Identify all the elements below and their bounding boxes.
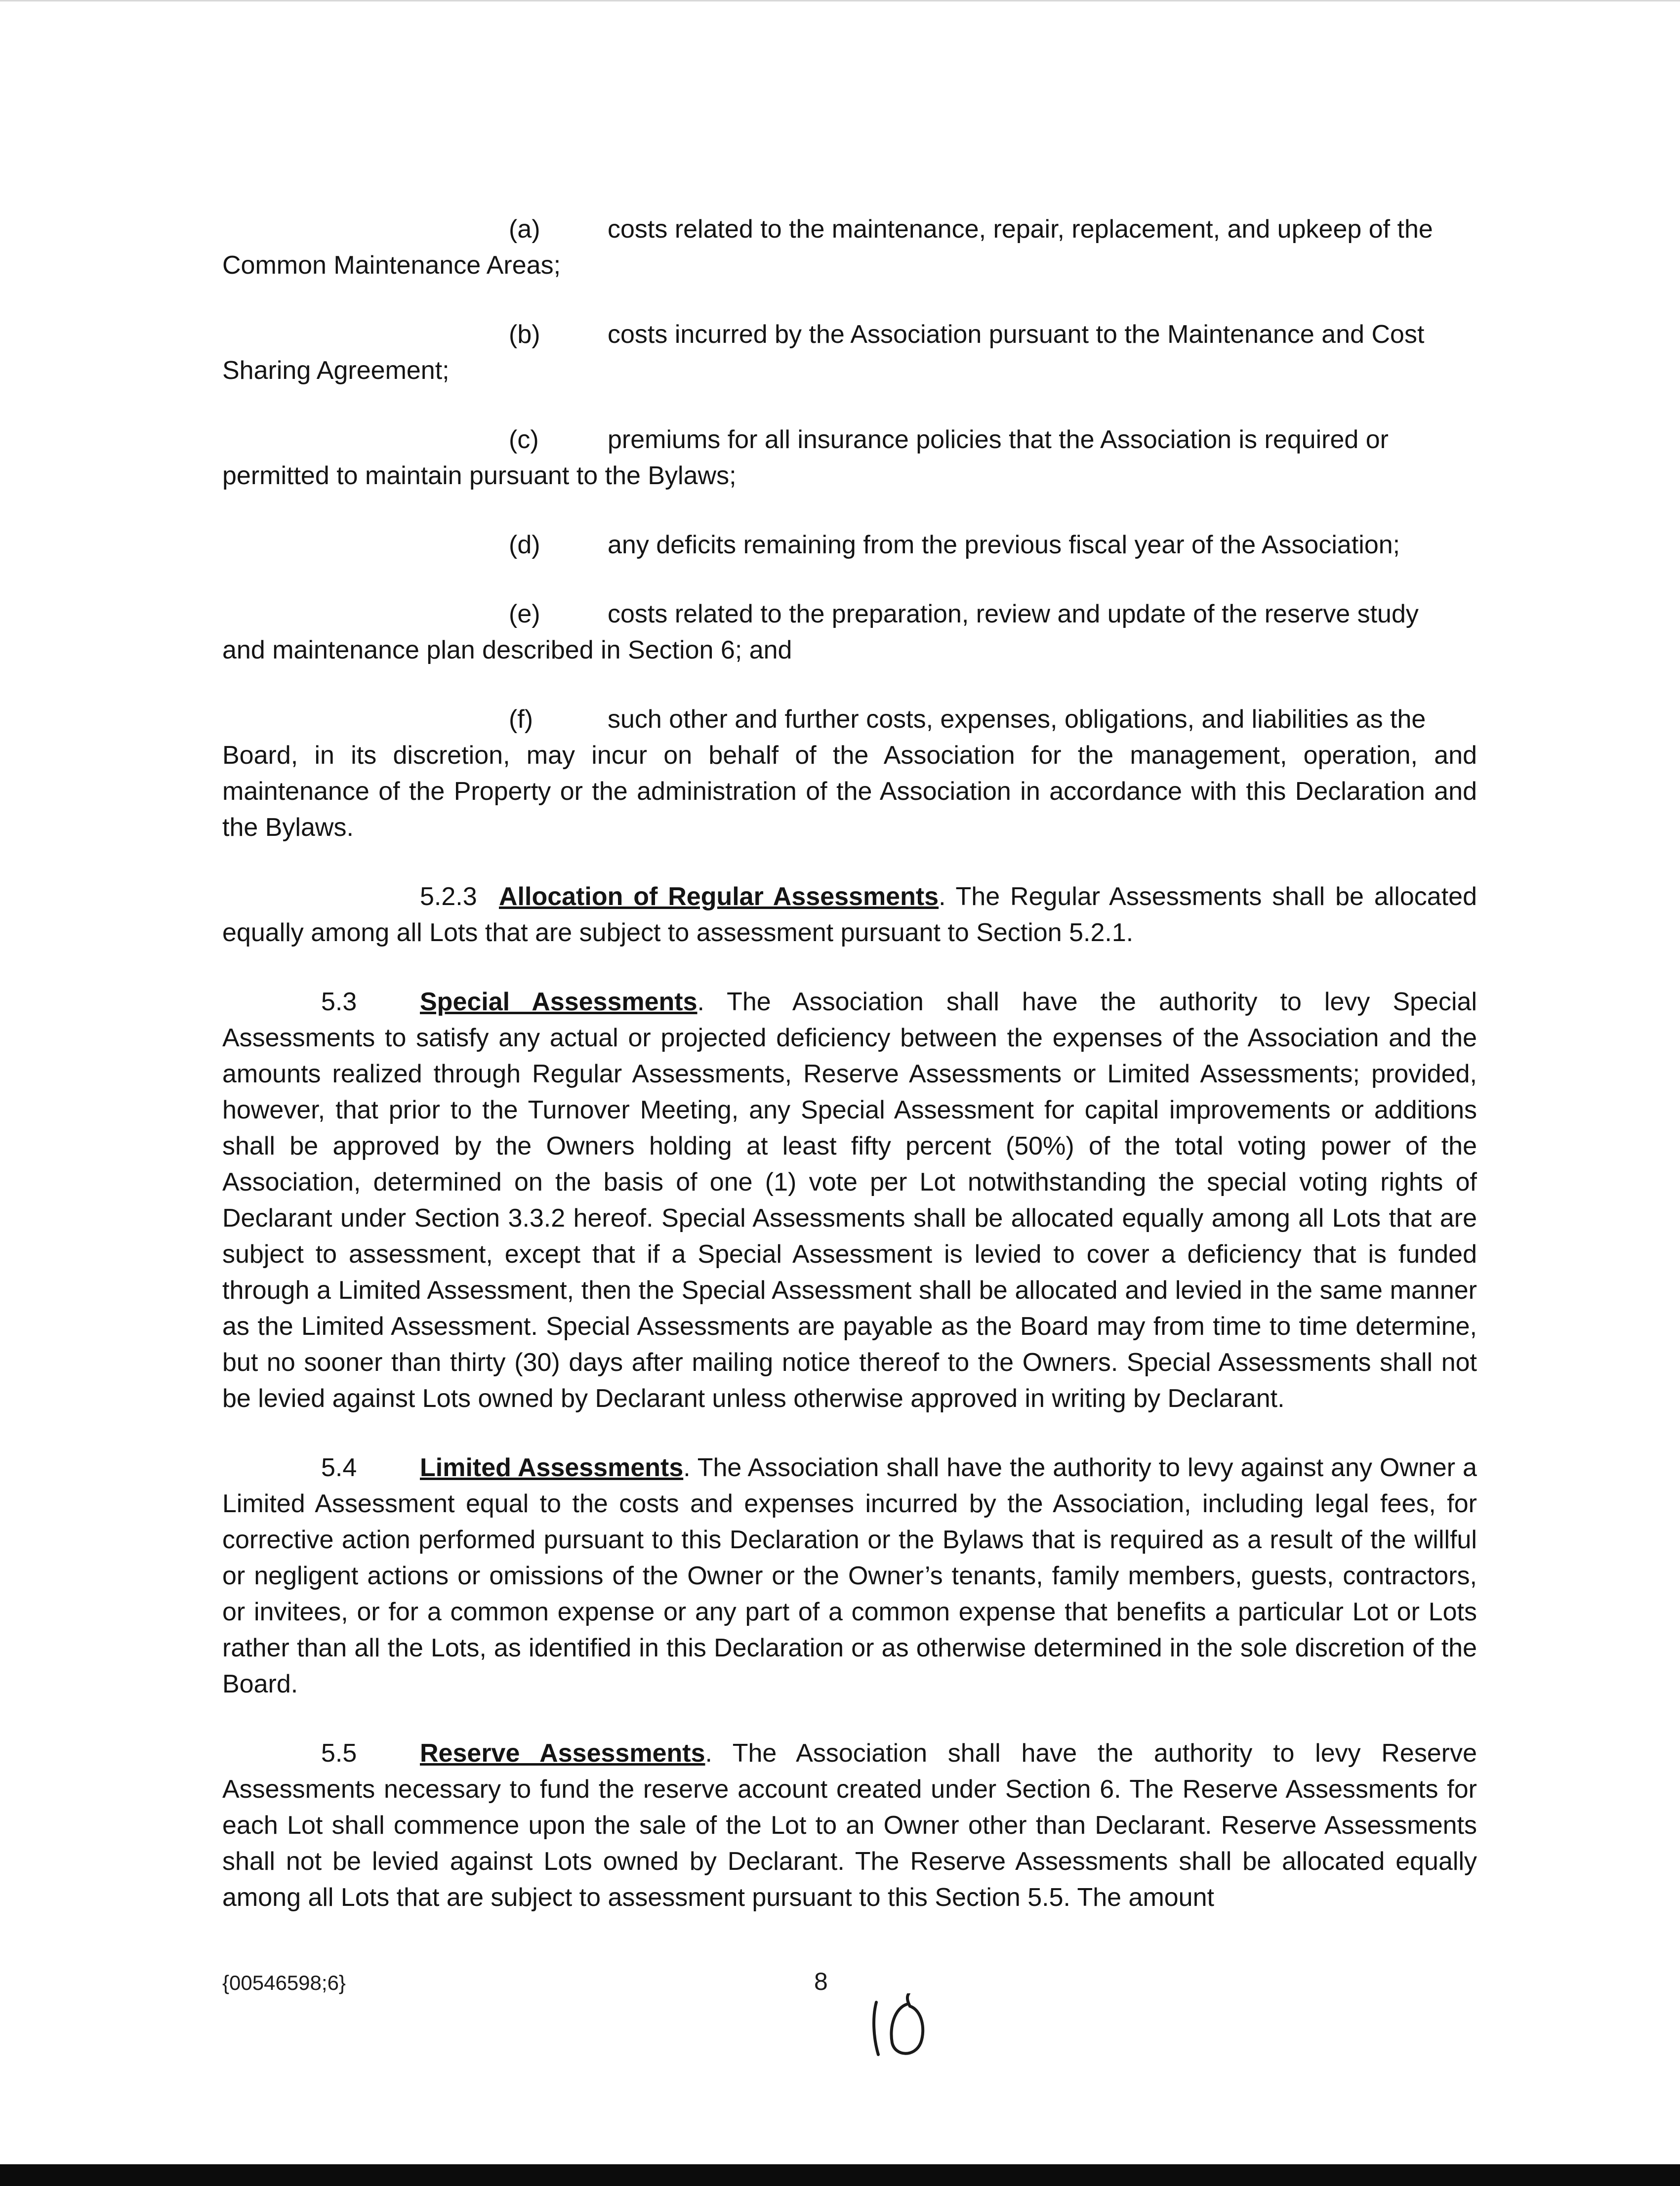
list-item-b — [222, 317, 1477, 389]
item-text: costs related to the maintenance, repair, replacement, and upkeep of the — [608, 215, 1433, 244]
list-item-e — [222, 596, 1477, 668]
section-5-2-3 — [222, 879, 1477, 951]
section-heading: Reserve Assessments — [420, 1739, 705, 1768]
list-item-a — [222, 211, 1477, 284]
handwritten-page-mark — [869, 1993, 934, 2060]
scan-bottom-edge — [0, 2164, 1680, 2186]
document-id: {00546598;6} — [222, 1971, 346, 1994]
section-text: . The Regular Assessments shall be allocated equally among all Lots that are subject to assessment pursuant to Section 5.2.1. — [222, 882, 1477, 947]
item-continuation: and maintenance plan described in Section 6; and — [222, 636, 792, 664]
item-label: (a) — [509, 215, 540, 244]
section-number: 5.3 — [321, 988, 357, 1016]
scan-top-edge — [0, 0, 1680, 1]
item-label: (e) — [509, 600, 540, 628]
section-text: . The Association shall have the authority to levy Special Assessments to satisfy any actual or projected deficiency between the expenses of the Association and the amounts realized through Regular Assessments, Reserve Assessments or Limited Assessments; provided, however, that prior to the Turnover Meeting, any Special Assessment for capital improvements or additions shall be approved by the Owners holding at least fifty percent (50%) of the total voting power of the Association, determined on the basis of one (1) vote per Lot notwithstanding the special voting rights of Declarant under Section 3.3.2 hereof. Special Assessments shall be allocated equally among all Lots that are subject to assessment, except that if a Special Assessment is levied to cover a deficiency that is funded through a Limited Assessment, then the Special Assessment shall be allocated and levied in the same manner as the Limited Assessment. Special Assessments are payable as the Board may from time to time determine, but no sooner than thirty (30) days after mailing notice thereof to the Owners. Special Assessments shall not be levied against Lots owned by Declarant unless otherwise approved in writing by Declarant. — [222, 988, 1477, 1413]
section-text: . The Association shall have the authority to levy against any Owner a Limited Assessment equal to the costs and expenses incurred by the Association, including legal fees, for corrective action performed pursuant to this Declaration or the Bylaws that is required as a result of the willful or negligent actions or omissions of the Owner or the Owner’s tenants, family members, guests, contractors, or invitees, or for a common expense or any part of a common expense that benefits a particular Lot or Lots rather than all the Lots, as identified in this Declaration or as otherwise determined in the sole discretion of the Board. — [222, 1453, 1477, 1698]
section-5-5 — [222, 1735, 1477, 1916]
section-5-4 — [222, 1450, 1477, 1702]
list-item-c — [222, 422, 1477, 494]
item-continuation: permitted to maintain pursuant to the Bylaws; — [222, 461, 737, 490]
item-continuation: Board, in its discretion, may incur on behalf of the Association for the management, operation, and maintenance of the Property or the administration of the Association in accordance with this Declaration and the Bylaws. — [222, 741, 1477, 842]
item-text: any deficits remaining from the previous fiscal year of the Association; — [608, 531, 1400, 559]
item-text: such other and further costs, expenses, obligations, and liabilities as the — [608, 705, 1426, 734]
document-body — [222, 211, 1477, 1916]
section-number: 5.4 — [321, 1453, 357, 1482]
item-continuation: Sharing Agreement; — [222, 356, 450, 385]
section-text: . The Association shall have the authority to levy Reserve Assessments necessary to fund the reserve account created under Section 6. The Reserve Assessments for each Lot shall commence upon the sale of the Lot to an Owner other than Declarant. Reserve Assessments shall not be levied against Lots owned by Declarant. The Reserve Assessments shall be allocated equally among all Lots that are subject to assessment pursuant to this Section 5.5. The amount — [222, 1739, 1477, 1912]
section-number: 5.5 — [321, 1739, 357, 1768]
item-text: costs incurred by the Association pursuant to the Maintenance and Cost — [608, 320, 1425, 349]
item-label: (d) — [509, 531, 540, 559]
item-label: (f) — [509, 705, 533, 734]
item-label: (b) — [509, 320, 540, 349]
section-heading: Limited Assessments — [420, 1453, 684, 1482]
list-item-f — [222, 701, 1477, 846]
item-text: costs related to the preparation, review and update of the reserve study — [608, 600, 1419, 628]
page-number: 8 — [814, 1968, 828, 1995]
item-continuation: Common Maintenance Areas; — [222, 251, 561, 280]
item-text: premiums for all insurance policies that the Association is required or — [608, 425, 1389, 454]
list-item-d — [222, 527, 1477, 563]
section-heading: Special Assessments — [420, 988, 697, 1016]
section-heading: Allocation of Regular Assessments — [499, 882, 939, 911]
item-label: (c) — [509, 425, 539, 454]
section-5-3 — [222, 984, 1477, 1417]
section-number: 5.2.3 — [420, 882, 477, 911]
